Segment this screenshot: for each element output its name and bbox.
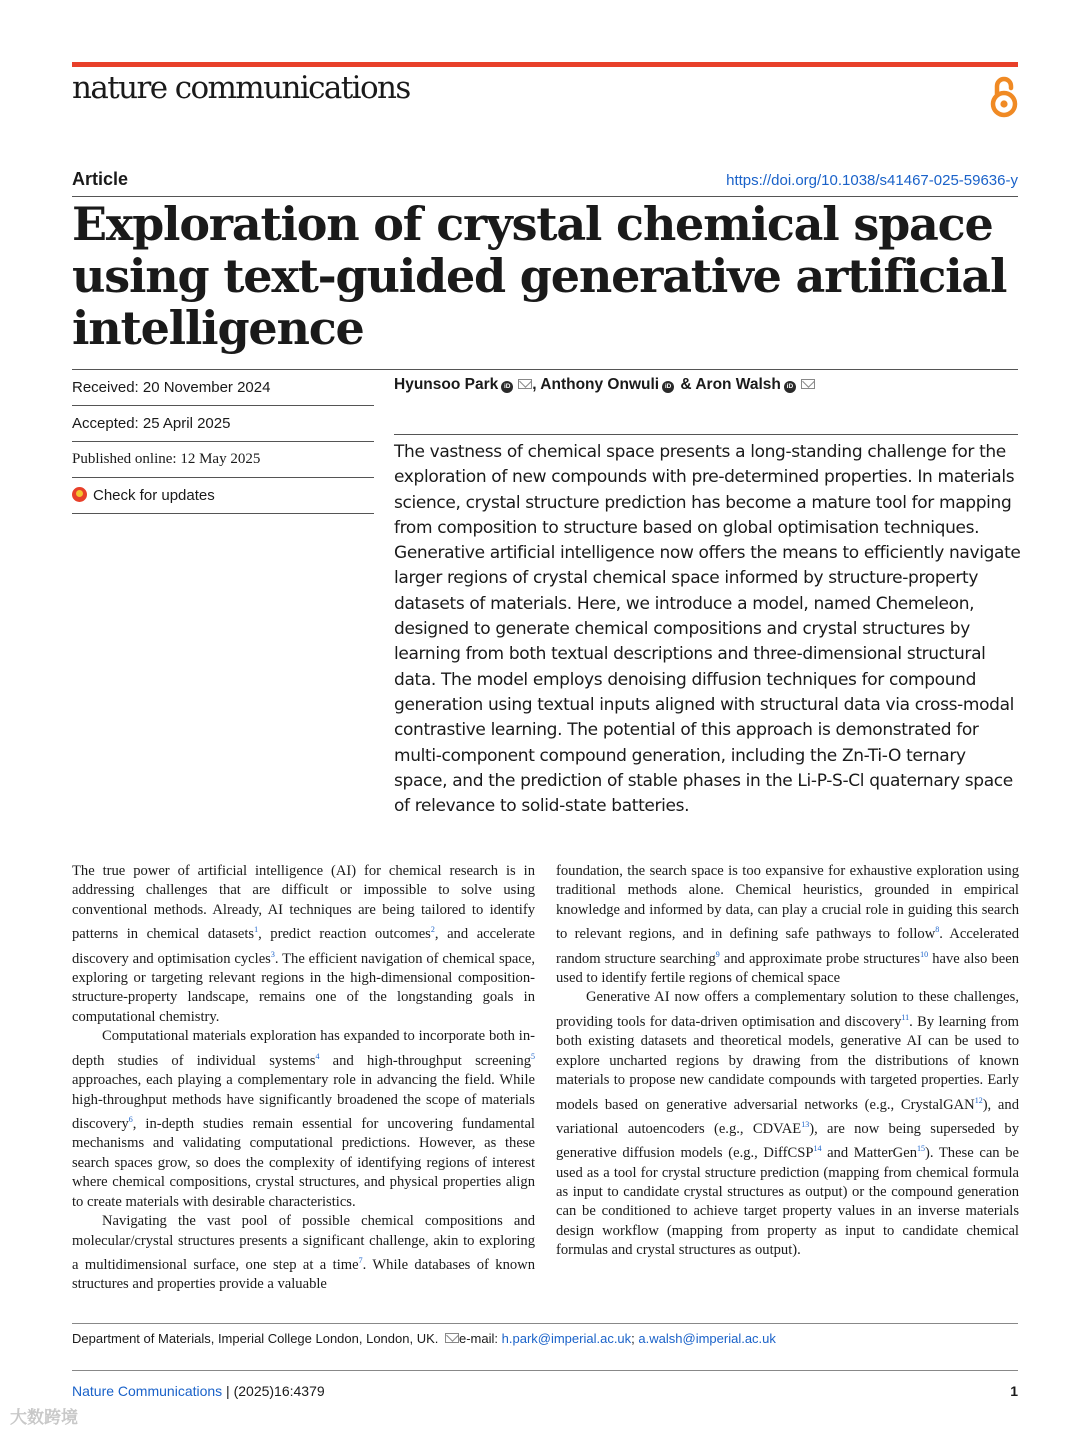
orcid-icon[interactable]: iD [784, 381, 796, 393]
author-name[interactable]: Aron Walsh [695, 376, 781, 393]
paragraph: Computational materials exploration has expanded to incorporate both in-depth studies of individual systems$^4$ and high-throughput screening$^5$ approaches, each playing a complementary role in advancing the field. While high-throughput methods have significantly broadened the scope of materials discovery$^6$, in-depth studies remain essential for uncovering fundamental mechanisms and validating computational predictions. However, as these search spaces grow, so does the complexity of identifying regions of interest where chemical compositions, crystal structures, and physical properties align to create materials with desirable characteristics. [72, 1028, 535, 1210]
accepted-date: Accepted: 25 April 2025 [72, 406, 374, 442]
footer-rule [72, 1370, 1018, 1371]
author-name[interactable]: Anthony Onwuli [540, 376, 660, 393]
paragraph: foundation, the search space is too expansive for exhaustive exploration using traditional methods alone. Chemical heuristics, grounded in empirical knowledge and informed by data, can play a crucial role in guiding this search to relevant regions, and in defining safe pathways to follow$^8$. Accelerated random structure searching$^9$ and approximate probe structures$^{10}$ have also been used to identify fertile regions of chemical space [556, 863, 1019, 986]
abstract: The vastness of chemical space presents a long-standing challenge for the exploration of new compounds with pre-determined properties. In materials science, crystal structure prediction has become a mature tool for mapping from composition to structure based on global optimisation techniques. Generative artificial intelligence now offers the means to efficiently navigate larger regions of crystal chemical space informed by structure-property datasets of materials. Here, we introduce a model, named Chemeleon, designed to generate chemical compositions and crystal structures by learning from both textual descriptions and three-dimensional structural data. The model employs denoising diffusion techniques for compound generation using textual inputs aligned with structural data via cross-modal contrastive learning. The potential of this approach is demonstrated for multi-component compound generation, including the Zn-Ti-O ternary space, and the prediction of stable phases in the Li-P-S-Cl quaternary space of relevance to solid-state batteries. [394, 442, 1021, 817]
author-separator: & [676, 376, 692, 393]
journal-name: nature communications [72, 70, 410, 106]
journal-link[interactable]: Nature Communications [72, 1383, 223, 1399]
article-type: Article [72, 169, 129, 189]
received-date: Received: 20 November 2024 [72, 370, 374, 406]
reference-link[interactable]: 13 [801, 1119, 810, 1129]
email-icon [445, 1333, 459, 1343]
email-separator: ; [631, 1331, 635, 1346]
reference-link[interactable]: 3 [270, 949, 275, 959]
published-date: Published online: 12 May 2025 [72, 442, 374, 478]
doi-link[interactable]: https://doi.org/10.1038/s41467-025-59636-y [726, 172, 1018, 189]
reference-link[interactable]: 8 [935, 925, 940, 935]
author-separator: , [532, 376, 537, 393]
affiliation-rule [72, 1323, 1018, 1324]
email-link[interactable]: h.park@imperial.ac.uk [501, 1331, 632, 1346]
citation-text: | (2025)16:4379 [222, 1383, 325, 1399]
open-access-icon[interactable] [988, 74, 1020, 118]
paragraph: Generative AI now offers a complementary solution to these challenges, providing tools for data-driven optimisation and discovery$^{11}$. By learning from both existing datasets and theoretical models, generative AI can be used to explore uncharted regions by drawing from the distributions of known materials to propose new candidate compounds with targeted properties. Early models based on generative adversarial networks (e.g., CrystalGAN$^{12}$), and variational autoencoders (e.g., CDVAE$^{13}$), are now being superseded by generative diffusion models (e.g., DiffCSP$^{14}$ and MatterGen$^{15}$). These can be used as a tool for crystal structure prediction (mapping from chemical formula as input to candidate crystal structures as output) or the compound generation can be conditioned to achieve target property values in an inverse materials design workflow (mapping from property as input to candidate chemical formulas and crystal structures as output). [556, 989, 1020, 1259]
reference-link[interactable]: 1 [254, 925, 259, 935]
reference-link[interactable]: 14 [813, 1144, 822, 1154]
email-icon[interactable] [518, 379, 532, 389]
reference-link[interactable]: 4 [315, 1051, 320, 1061]
reference-link[interactable]: 12 [974, 1095, 983, 1105]
article-title: Exploration of crystal chemical space using text-guided generative artificial intelligence [72, 197, 1007, 355]
abstract-rule [394, 434, 1018, 435]
reference-link[interactable]: 5 [531, 1051, 535, 1061]
body-column-right [556, 862, 1019, 1261]
author-name[interactable]: Hyunsoo Park [394, 376, 499, 393]
paragraph: Navigating the vast pool of possible chemical compositions and molecular/crystal structures presents a significant challenge, akin to exploring a multidimensional surface, one step at a time$^7$. While databases of known structures and properties provide a valuable [72, 1213, 535, 1293]
reference-link[interactable]: 11 [901, 1012, 910, 1022]
reference-link[interactable]: 2 [430, 925, 435, 935]
watermark: 大数跨境 [10, 1408, 78, 1428]
paragraph: The true power of artificial intelligence (AI) for chemical research is in addressing challenges that are difficult or impossible to solve using conventional methods. Already, AI techniques are being tailored to identify patterns in chemical datasets$^1$, predict reaction outcomes$^2$, and accelerate discovery and optimisation cycles$^3$. The efficient navigation of chemical space, exploring or targeting relevant regions in the high-dimensional composition-structure-property landscape, remains one of the longstanding goals in computational chemistry. [72, 863, 536, 1025]
reference-link[interactable]: 10 [920, 949, 929, 959]
reference-link[interactable]: 6 [128, 1115, 133, 1125]
orcid-icon[interactable]: iD [501, 381, 513, 393]
check-updates-link[interactable] [72, 478, 374, 514]
email-link[interactable]: a.walsh@imperial.ac.uk [638, 1331, 776, 1346]
reference-link[interactable]: 9 [715, 949, 720, 959]
email-label: e-mail: [459, 1331, 499, 1346]
reference-link[interactable]: 15 [917, 1144, 925, 1154]
header-accent-bar [72, 62, 1018, 67]
author-list [394, 376, 815, 394]
check-updates-icon [72, 487, 87, 502]
email-icon[interactable] [801, 379, 815, 389]
page-number: 1 [1010, 1383, 1018, 1399]
reference-link[interactable]: 7 [358, 1256, 363, 1266]
check-updates-label: Check for updates [93, 487, 215, 504]
affiliation-text: Department of Materials, Imperial College London, London, UK. [72, 1331, 439, 1346]
article-dates [72, 370, 374, 514]
footer-citation [72, 1383, 325, 1399]
orcid-icon[interactable]: iD [662, 381, 674, 393]
body-column-left [72, 862, 535, 1295]
affiliation [72, 1331, 776, 1346]
